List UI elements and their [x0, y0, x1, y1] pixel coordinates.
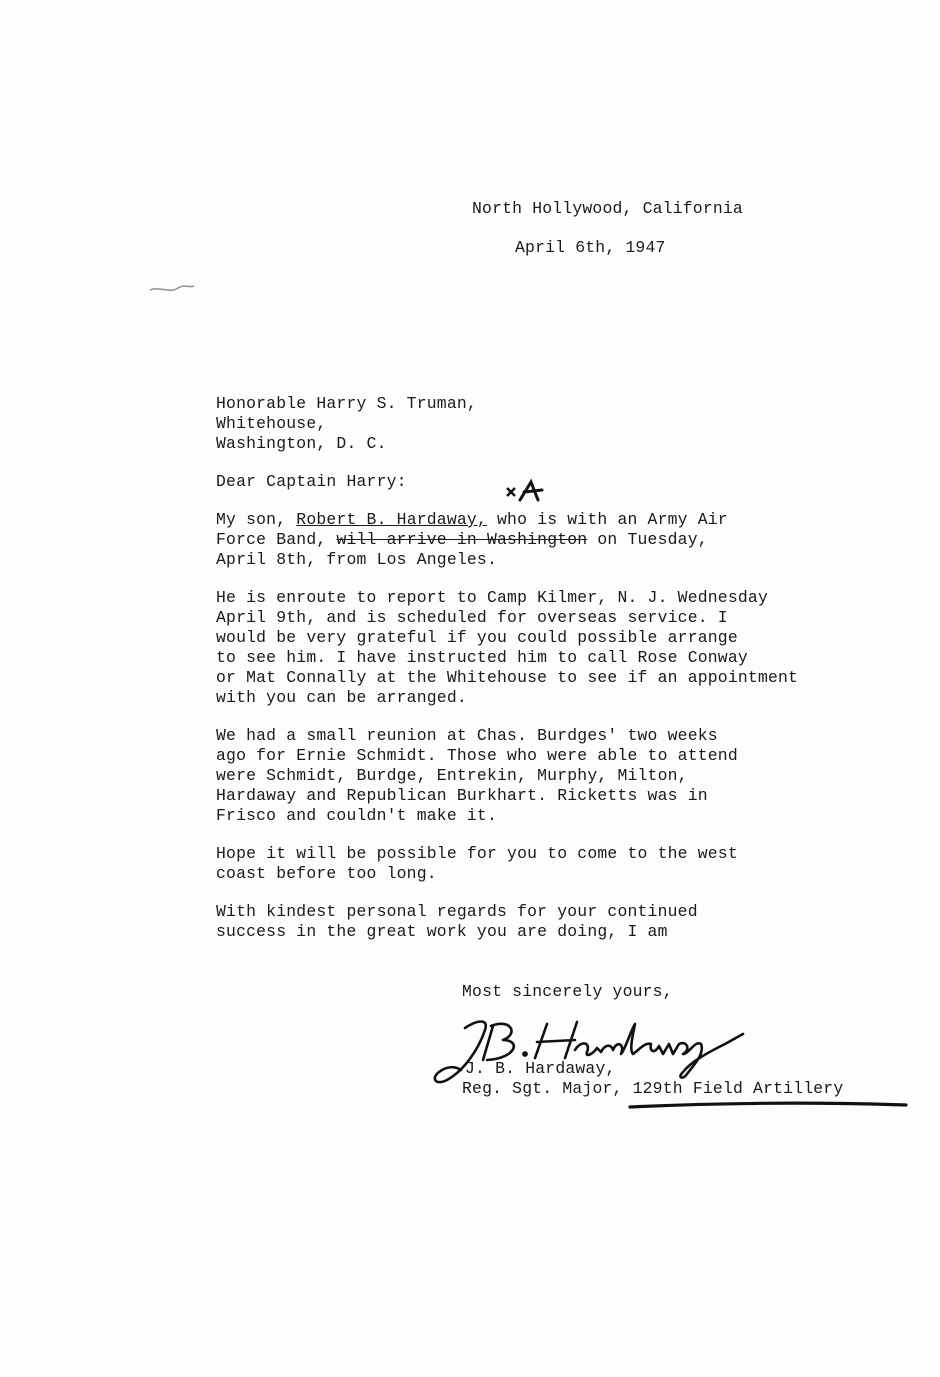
recipient-name: Honorable Harry S. Truman, — [216, 394, 477, 413]
letter-place: North Hollywood, California — [472, 199, 743, 218]
p3-line: Frisco and couldn't make it. — [216, 806, 498, 825]
p4-line: coast before too long. — [216, 864, 437, 883]
p4-line: Hope it will be possible for you to come to the west — [216, 844, 738, 863]
p1-text: who is with an Army Air — [486, 510, 728, 529]
salutation: Dear Captain Harry: — [216, 472, 407, 491]
p1-line2 — [216, 530, 708, 550]
p2-line: or Mat Connally at the Whitehouse to see if an appointment — [216, 668, 799, 687]
p2-line: He is enroute to report to Camp Kilmer, N. J. Wednesday — [216, 588, 768, 607]
valediction: Most sincerely yours, — [462, 982, 673, 1001]
p3-line: We had a small reunion at Chas. Burdges' two weeks — [216, 726, 718, 745]
p2-line: would be very grateful if you could possible arrange — [216, 628, 738, 647]
p2-line: to see him. I have instructed him to call Rose Conway — [216, 648, 748, 667]
letter-date: April 6th, 1947 — [515, 238, 666, 257]
p1-text: on Tuesday, — [587, 530, 708, 549]
p1-line3: April 8th, from Los Angeles. — [216, 550, 498, 569]
p2-line: with you can be arranged. — [216, 688, 467, 707]
p3-line: ago for Ernie Schmidt. Those who were able to attend — [216, 746, 738, 765]
underlined-son-name: Robert B. Hardaway, — [296, 510, 487, 529]
p1-line1 — [216, 510, 728, 530]
p3-line: Hardaway and Republican Burkhart. Ricketts was in — [216, 786, 708, 805]
p5-line: success in the great work you are doing, I am — [216, 922, 668, 941]
recipient-city: Washington, D. C. — [216, 434, 387, 453]
signer-name: J. B. Hardaway, — [465, 1059, 616, 1078]
p1-text: My son, — [216, 510, 297, 529]
signer-title: Reg. Sgt. Major, 129th Field Artillery — [462, 1079, 844, 1098]
page-smudge — [148, 280, 196, 296]
struck-text: will arrive in Washington — [336, 530, 588, 549]
pen-underline — [628, 1098, 910, 1114]
p5-line: With kindest personal regards for your continued — [216, 902, 698, 921]
annotation-mark — [505, 478, 555, 508]
p3-line: were Schmidt, Burdge, Entrekin, Murphy, Milton, — [216, 766, 688, 785]
p2-line: April 9th, and is scheduled for overseas service. I — [216, 608, 728, 627]
recipient-org: Whitehouse, — [216, 414, 327, 433]
p1-text: Force Band, — [216, 530, 337, 549]
